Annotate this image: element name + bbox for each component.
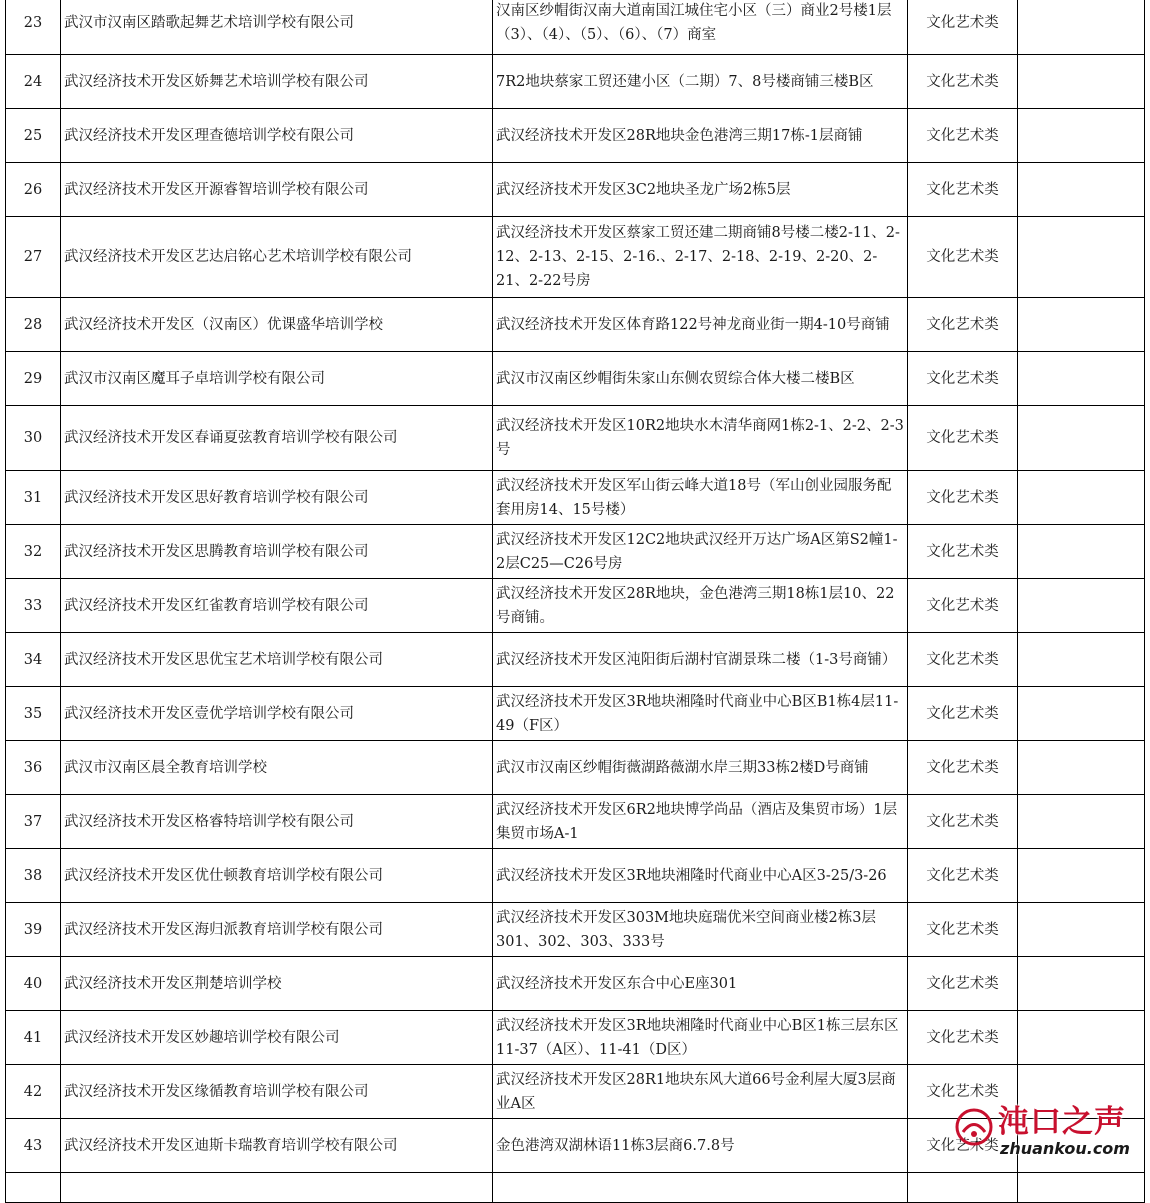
school-name: 武汉经济技术开发区迪斯卡瑞教育培训学校有限公司 (61, 1119, 493, 1173)
school-category: 文化艺术类 (908, 1119, 1018, 1173)
row-number: 36 (6, 741, 61, 795)
school-name: 武汉市汉南区踏歌起舞艺术培训学校有限公司 (61, 0, 493, 55)
row-number: 28 (6, 298, 61, 352)
school-category (908, 1173, 1018, 1203)
school-category: 文化艺术类 (908, 579, 1018, 633)
school-category: 文化艺术类 (908, 903, 1018, 957)
school-name: 武汉经济技术开发区荆楚培训学校 (61, 957, 493, 1011)
school-address: 武汉经济技术开发区体育路122号神龙商业街一期4-10号商铺 (493, 298, 908, 352)
school-name: 武汉经济技术开发区红雀教育培训学校有限公司 (61, 579, 493, 633)
table-row (6, 471, 1145, 525)
school-category: 文化艺术类 (908, 795, 1018, 849)
row-number: 23 (6, 0, 61, 55)
school-name: 武汉经济技术开发区壹优学培训学校有限公司 (61, 687, 493, 741)
school-address: 武汉经济技术开发区东合中心E座301 (493, 957, 908, 1011)
school-address: 武汉经济技术开发区3R地块湘隆时代商业中心B区1栋三层东区11-37（A区）、11-41（D区） (493, 1011, 908, 1065)
school-address: 武汉经济技术开发区3C2地块圣龙广场2栋5层 (493, 163, 908, 217)
row-number: 35 (6, 687, 61, 741)
row-number: 34 (6, 633, 61, 687)
remark-cell (1018, 795, 1145, 849)
table-row (6, 1173, 1145, 1203)
table-row (6, 109, 1145, 163)
school-address: 武汉市汉南区纱帽街薇湖路薇湖水岸三期33栋2楼D号商铺 (493, 741, 908, 795)
school-category: 文化艺术类 (908, 0, 1018, 55)
school-address: 武汉市汉南区纱帽街朱家山东侧农贸综合体大楼二楼B区 (493, 352, 908, 406)
school-name: 武汉经济技术开发区开源睿智培训学校有限公司 (61, 163, 493, 217)
school-category: 文化艺术类 (908, 741, 1018, 795)
school-name: 武汉经济技术开发区娇舞艺术培训学校有限公司 (61, 55, 493, 109)
table-row (6, 352, 1145, 406)
table-row (6, 687, 1145, 741)
school-name (61, 1173, 493, 1203)
row-number: 37 (6, 795, 61, 849)
table-row (6, 0, 1145, 55)
row-number: 38 (6, 849, 61, 903)
school-name: 武汉经济技术开发区理查德培训学校有限公司 (61, 109, 493, 163)
school-category: 文化艺术类 (908, 633, 1018, 687)
school-category: 文化艺术类 (908, 298, 1018, 352)
school-address: 武汉经济技术开发区蔡家工贸还建二期商铺8号楼二楼2-11、2-12、2-13、2-15、2-16.、2-17、2-18、2-19、2-20、2-21、2-22号房 (493, 217, 908, 298)
remark-cell (1018, 525, 1145, 579)
table-row (6, 406, 1145, 471)
table-row (6, 741, 1145, 795)
school-address: 武汉经济技术开发区军山街云峰大道18号（军山创业园服务配套用房14、15号楼） (493, 471, 908, 525)
row-number: 25 (6, 109, 61, 163)
school-address: 武汉经济技术开发区3R地块湘隆时代商业中心B区B1栋4层11-49（F区） (493, 687, 908, 741)
watermark-url: zhuankou.com (1000, 1139, 1130, 1158)
row-number: 31 (6, 471, 61, 525)
row-number: 33 (6, 579, 61, 633)
registry-table-body (6, 0, 1145, 1203)
school-address: 武汉经济技术开发区303M地块庭瑞优米空间商业楼2栋3层301、302、303、333号 (493, 903, 908, 957)
row-number: 43 (6, 1119, 61, 1173)
school-category: 文化艺术类 (908, 957, 1018, 1011)
school-address: 武汉经济技术开发区12C2地块武汉经开万达广场A区第S2幢1-2层C25—C26号房 (493, 525, 908, 579)
table-row (6, 795, 1145, 849)
remark-cell (1018, 741, 1145, 795)
row-number: 42 (6, 1065, 61, 1119)
school-address: 武汉经济技术开发区28R1地块东风大道66号金利屋大厦3层商业A区 (493, 1065, 908, 1119)
remark-cell (1018, 109, 1145, 163)
remark-cell (1018, 217, 1145, 298)
school-address: 武汉经济技术开发区28R地块金色港湾三期17栋-1层商铺 (493, 109, 908, 163)
row-number: 26 (6, 163, 61, 217)
school-address: 7R2地块蔡家工贸还建小区（二期）7、8号楼商铺三楼B区 (493, 55, 908, 109)
remark-cell (1018, 55, 1145, 109)
table-row (6, 55, 1145, 109)
school-name: 武汉经济技术开发区优仕顿教育培训学校有限公司 (61, 849, 493, 903)
school-address: 武汉经济技术开发区6R2地块博学尚品（酒店及集贸市场）1层集贸市场A-1 (493, 795, 908, 849)
school-address: 武汉经济技术开发区3R地块湘隆时代商业中心A区3-25/3-26 (493, 849, 908, 903)
remark-cell (1018, 163, 1145, 217)
remark-cell (1018, 903, 1145, 957)
remark-cell (1018, 687, 1145, 741)
table-row (6, 217, 1145, 298)
remark-cell (1018, 579, 1145, 633)
site-logo-icon (954, 1107, 994, 1147)
remark-cell (1018, 352, 1145, 406)
site-watermark (954, 1103, 1144, 1161)
school-name: 武汉经济技术开发区缘循教育培训学校有限公司 (61, 1065, 493, 1119)
row-number: 41 (6, 1011, 61, 1065)
school-name: 武汉经济技术开发区（汉南区）优课盛华培训学校 (61, 298, 493, 352)
table-row (6, 525, 1145, 579)
remark-cell (1018, 849, 1145, 903)
school-category: 文化艺术类 (908, 471, 1018, 525)
watermark-title: 沌口之声 (998, 1104, 1126, 1140)
remark-cell (1018, 633, 1145, 687)
school-category: 文化艺术类 (908, 525, 1018, 579)
school-name: 武汉市汉南区魔耳子卓培训学校有限公司 (61, 352, 493, 406)
school-category: 文化艺术类 (908, 1011, 1018, 1065)
row-number: 40 (6, 957, 61, 1011)
table-row (6, 579, 1145, 633)
school-category: 文化艺术类 (908, 217, 1018, 298)
school-name: 武汉经济技术开发区艺达启铭心艺术培训学校有限公司 (61, 217, 493, 298)
row-number: 24 (6, 55, 61, 109)
school-category: 文化艺术类 (908, 163, 1018, 217)
school-address: 汉南区纱帽街汉南大道南国江城住宅小区（三）商业2号楼1层（3）、（4）、（5）、（6）、（7）商室 (493, 0, 908, 55)
school-address: 武汉经济技术开发区10R2地块水木清华商网1栋2-1、2-2、2-3号 (493, 406, 908, 471)
remark-cell (1018, 298, 1145, 352)
remark-cell (1018, 406, 1145, 471)
school-category: 文化艺术类 (908, 406, 1018, 471)
table-row (6, 957, 1145, 1011)
school-category: 文化艺术类 (908, 352, 1018, 406)
remark-cell (1018, 957, 1145, 1011)
school-category: 文化艺术类 (908, 849, 1018, 903)
school-name: 武汉经济技术开发区妙趣培训学校有限公司 (61, 1011, 493, 1065)
school-name: 武汉经济技术开发区格睿特培训学校有限公司 (61, 795, 493, 849)
table-row (6, 633, 1145, 687)
school-category: 文化艺术类 (908, 687, 1018, 741)
row-number: 29 (6, 352, 61, 406)
school-category: 文化艺术类 (908, 55, 1018, 109)
row-number: 39 (6, 903, 61, 957)
school-address (493, 1173, 908, 1203)
school-name: 武汉经济技术开发区思腾教育培训学校有限公司 (61, 525, 493, 579)
row-number (6, 1173, 61, 1203)
remark-cell (1018, 1173, 1145, 1203)
school-name: 武汉经济技术开发区思优宝艺术培训学校有限公司 (61, 633, 493, 687)
school-name: 武汉经济技术开发区思好教育培训学校有限公司 (61, 471, 493, 525)
registry-table (5, 0, 1145, 1203)
school-category: 文化艺术类 (908, 1065, 1018, 1119)
school-name: 武汉经济技术开发区海归派教育培训学校有限公司 (61, 903, 493, 957)
table-row (6, 1011, 1145, 1065)
school-category: 文化艺术类 (908, 109, 1018, 163)
remark-cell (1018, 0, 1145, 55)
table-row (6, 298, 1145, 352)
table-row (6, 849, 1145, 903)
table-row (6, 163, 1145, 217)
table-row (6, 903, 1145, 957)
school-name: 武汉市汉南区晨全教育培训学校 (61, 741, 493, 795)
row-number: 30 (6, 406, 61, 471)
school-address: 武汉经济技术开发区28R地块，金色港湾三期18栋1层10、22号商铺。 (493, 579, 908, 633)
remark-cell (1018, 471, 1145, 525)
school-address: 武汉经济技术开发区沌阳街后湖村官湖景珠二楼（1-3号商铺） (493, 633, 908, 687)
remark-cell (1018, 1011, 1145, 1065)
row-number: 32 (6, 525, 61, 579)
row-number: 27 (6, 217, 61, 298)
school-name: 武汉经济技术开发区春诵夏弦教育培训学校有限公司 (61, 406, 493, 471)
school-address: 金色港湾双湖林语11栋3层商6.7.8号 (493, 1119, 908, 1173)
